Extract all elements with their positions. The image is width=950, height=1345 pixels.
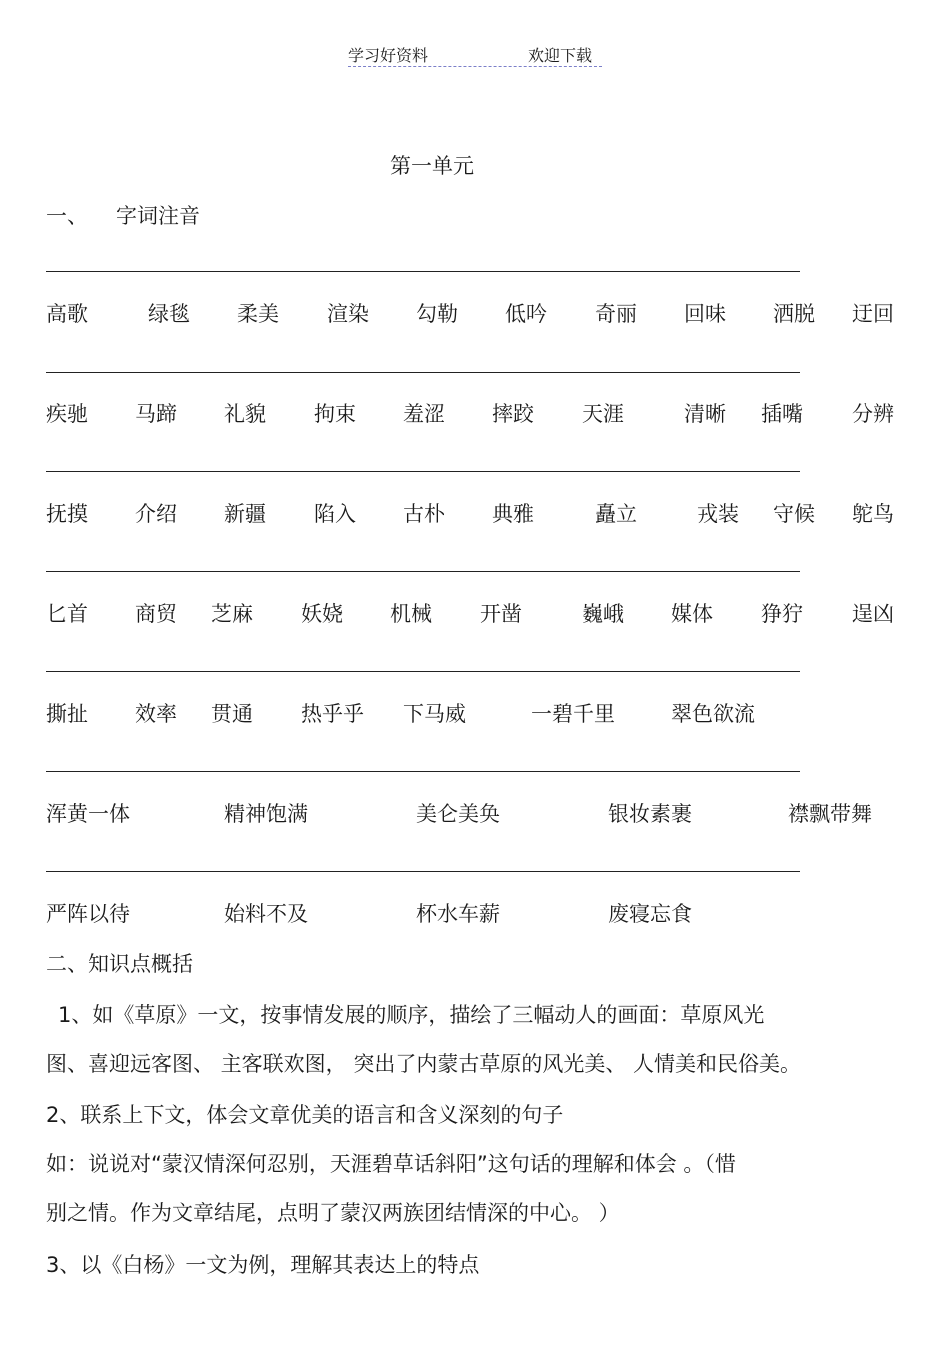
vocab-word: 回味 [684, 302, 726, 326]
paragraph-line: 3、以《白杨》一文为例，理解其表达上的特点 [46, 1253, 480, 1277]
vocab-word: 逞凶 [852, 602, 894, 626]
answer-line [46, 871, 800, 872]
vocab-word: 芝麻 [211, 602, 253, 626]
vocab-word: 礼貌 [224, 402, 266, 426]
vocab-word: 渲染 [327, 302, 369, 326]
vocab-word: 矗立 [595, 502, 637, 526]
vocab-word: 羞涩 [403, 402, 445, 426]
unit-title: 第一单元 [390, 154, 474, 178]
answer-line [46, 671, 800, 672]
section1-heading [46, 200, 200, 230]
header-left-text: 学习好资料 [348, 46, 429, 65]
vocab-word: 严阵以待 [46, 902, 130, 926]
vocab-word: 翠色欲流 [671, 702, 755, 726]
vocab-word: 一碧千里 [531, 702, 615, 726]
answer-line [46, 571, 800, 572]
vocab-word: 迂回 [852, 302, 894, 326]
header-right-text: 欢迎下载 [528, 46, 593, 65]
answer-line [46, 271, 800, 272]
vocab-word: 废寝忘食 [608, 902, 692, 926]
vocab-word: 机械 [390, 602, 432, 626]
vocab-word: 妖娆 [301, 602, 343, 626]
vocab-word: 古朴 [403, 502, 445, 526]
vocab-word: 撕扯 [46, 702, 88, 726]
vocab-word: 鸵鸟 [852, 502, 894, 526]
vocab-word: 介绍 [135, 502, 177, 526]
vocab-word: 狰狞 [761, 602, 803, 626]
section1-number: 一、 [46, 204, 88, 228]
vocab-word: 精神饱满 [224, 802, 308, 826]
vocab-word: 杯水车薪 [416, 902, 500, 926]
vocab-word: 新疆 [224, 502, 266, 526]
paragraph-line: 如：说说对“蒙汉情深何忍别，天涯碧草话斜阳”这句话的理解和体会 。（惜 [46, 1152, 736, 1176]
vocab-word: 疾驰 [46, 402, 88, 426]
paragraph-line: 图、喜迎远客图、 主客联欢图， 突出了内蒙古草原的风光美、 人情美和民俗美。 [46, 1052, 802, 1076]
vocab-word: 商贸 [135, 602, 177, 626]
vocab-word: 高歌 [46, 302, 88, 326]
vocab-word: 勾勒 [416, 302, 458, 326]
vocab-word: 下马威 [403, 702, 466, 726]
section1-title: 字词注音 [116, 204, 200, 228]
vocab-word: 开凿 [480, 602, 522, 626]
vocab-word: 守候 [773, 502, 815, 526]
vocab-word: 绿毯 [148, 302, 190, 326]
vocab-word: 马蹄 [135, 402, 177, 426]
vocab-word: 襟飘带舞 [788, 802, 872, 826]
vocab-word: 柔美 [237, 302, 279, 326]
answer-line [46, 372, 800, 373]
vocab-word: 低吟 [505, 302, 547, 326]
vocab-word: 热乎乎 [301, 702, 364, 726]
vocab-word: 戎装 [697, 502, 739, 526]
vocab-word: 分辨 [852, 402, 894, 426]
vocab-word: 天涯 [582, 402, 624, 426]
vocab-word: 贯通 [211, 702, 253, 726]
vocab-word: 清晰 [684, 402, 726, 426]
vocab-word: 美仑美奂 [416, 802, 500, 826]
paragraph-line: 别之情。作为文章结尾，点明了蒙汉两族团结情深的中心。 ） [46, 1201, 620, 1225]
answer-line [46, 771, 800, 772]
vocab-word: 典雅 [492, 502, 534, 526]
vocab-word: 浑黄一体 [46, 802, 130, 826]
vocab-word: 匕首 [46, 602, 88, 626]
vocab-word: 巍峨 [582, 602, 624, 626]
paragraph-line: 2、联系上下文，体会文章优美的语言和含义深刻的句子 [46, 1103, 564, 1127]
vocab-word: 拘束 [314, 402, 356, 426]
answer-line [46, 471, 800, 472]
vocab-word: 效率 [135, 702, 177, 726]
vocab-word: 始料不及 [224, 902, 308, 926]
vocab-word: 摔跤 [492, 402, 534, 426]
section2-heading: 二、知识点概括 [46, 952, 193, 976]
vocab-word: 插嘴 [761, 402, 803, 426]
page-header [348, 40, 602, 67]
vocab-word: 银妆素裹 [608, 802, 692, 826]
vocab-word: 抚摸 [46, 502, 88, 526]
vocab-word: 陷入 [314, 502, 356, 526]
paragraph-line: 1、如《草原》一文，按事情发展的顺序，描绘了三幅动人的画面：草原风光 [58, 1003, 765, 1027]
vocab-word: 媒体 [671, 602, 713, 626]
vocab-word: 奇丽 [595, 302, 637, 326]
vocab-word: 洒脱 [773, 302, 815, 326]
